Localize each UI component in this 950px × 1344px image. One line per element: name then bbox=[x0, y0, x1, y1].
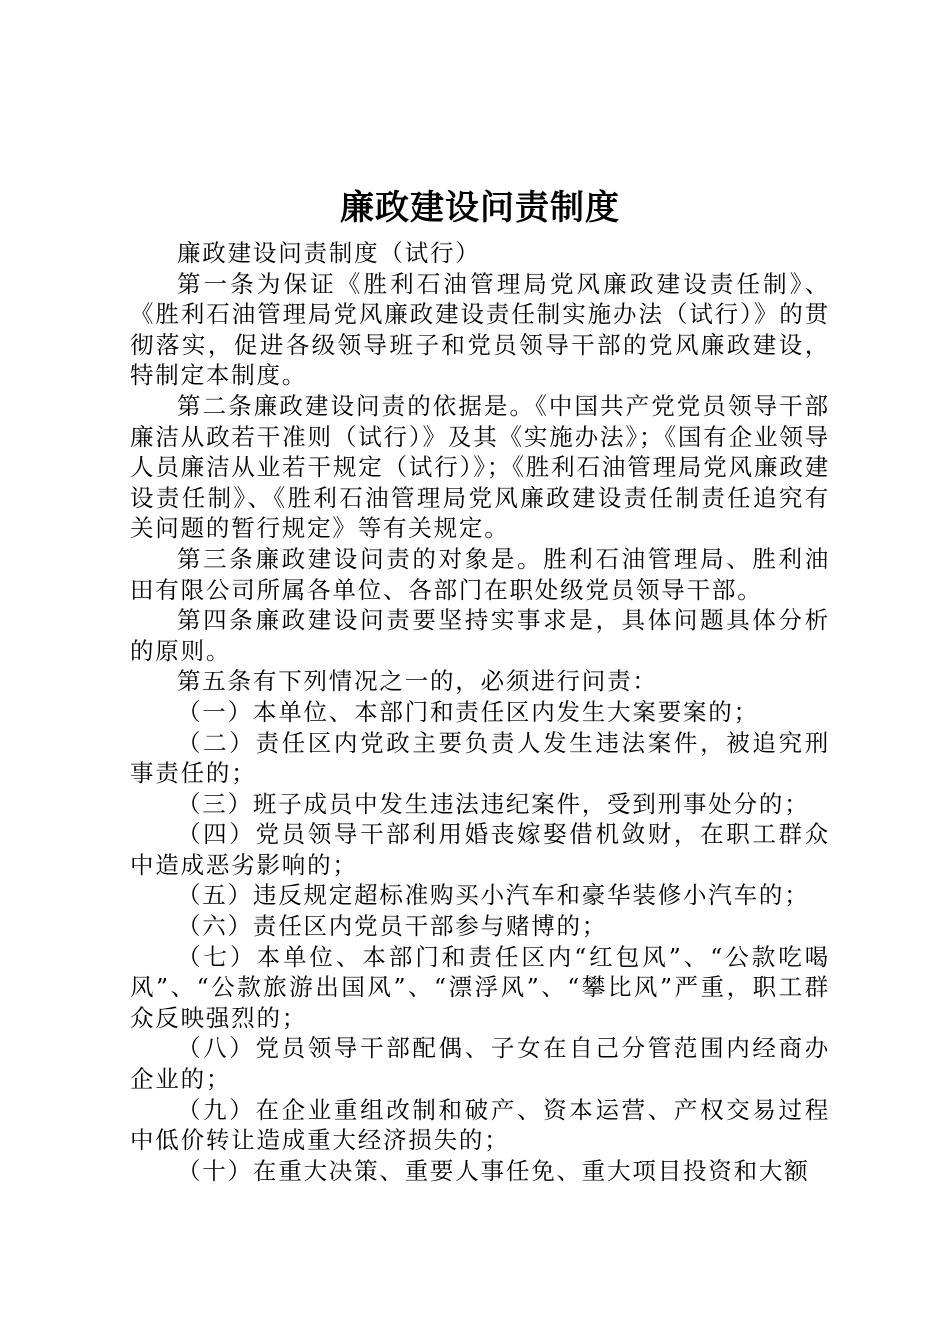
paragraph-article-5: 第五条有下列情况之一的，必须进行问责： bbox=[177, 667, 658, 696]
list-item-7: （七）本单位、本部门和责任区内“红包风”、“公款吃喝风”、“公款旅游出国风”、“漂浮风”、“攀比风”严重，职工群众反映强烈的； bbox=[130, 942, 830, 1032]
list-item-2: （二）责任区内党政主要负责人发生违法案件，被追究刑事责任的； bbox=[130, 728, 830, 788]
list-item-6: （六）责任区内党员干部参与赌博的； bbox=[177, 912, 608, 941]
list-item-8: （八）党员领导干部配偶、子女在自己分管范围内经商办企业的； bbox=[130, 1034, 830, 1094]
list-item-5: （五）违反规定超标准购买小汽车和豪华装修小汽车的； bbox=[177, 881, 810, 910]
list-item-10: （十）在重大决策、重要人事任免、重大项目投资和大额 bbox=[177, 1156, 810, 1185]
document-page bbox=[130, 178, 830, 1186]
list-item-3: （三）班子成员中发生违法违纪案件，受到刑事处分的； bbox=[177, 789, 810, 818]
list-item-1: （一）本单位、本部门和责任区内发生大案要案的； bbox=[177, 697, 759, 726]
document-title: 廉政建设问责制度 bbox=[340, 188, 620, 228]
paragraph-article-1: 第一条为保证《胜利石油管理局党风廉政建设责任制》、《胜利石油管理局党风廉政建设责任制实施办法（试行）》的贯彻落实，促进各级领导班子和党员领导干部的党风廉政建设，特制定本制度。 bbox=[130, 269, 830, 390]
paragraph-article-3: 第三条廉政建设问责的对象是。胜利石油管理局、胜利油田有限公司所属各单位、各部门在职处级党员领导干部。 bbox=[130, 544, 830, 604]
list-item-9: （九）在企业重组改制和破产、资本运营、产权交易过程中低价转让造成重大经济损失的； bbox=[130, 1095, 830, 1155]
paragraph-subtitle: 廉政建设问责制度（试行） bbox=[177, 239, 481, 267]
paragraph-article-2: 第二条廉政建设问责的依据是。《中国共产党党员领导干部廉洁从政若干准则（试行）》及其《实施办法》；《国有企业领导人员廉洁从业若干规定（试行）》；《胜利石油管理局党风廉政建设责任制》、《胜利石油管理局党风廉政建设责任制责任追究有关问题的暂行规定》等有关规定。 bbox=[130, 391, 830, 543]
list-item-4: （四）党员领导干部利用婚丧嫁娶借机敛财，在职工群众中造成恶劣影响的； bbox=[130, 820, 830, 879]
paragraph-article-4: 第四条廉政建设问责要坚持实事求是，具体问题具体分析的原则。 bbox=[130, 606, 830, 665]
